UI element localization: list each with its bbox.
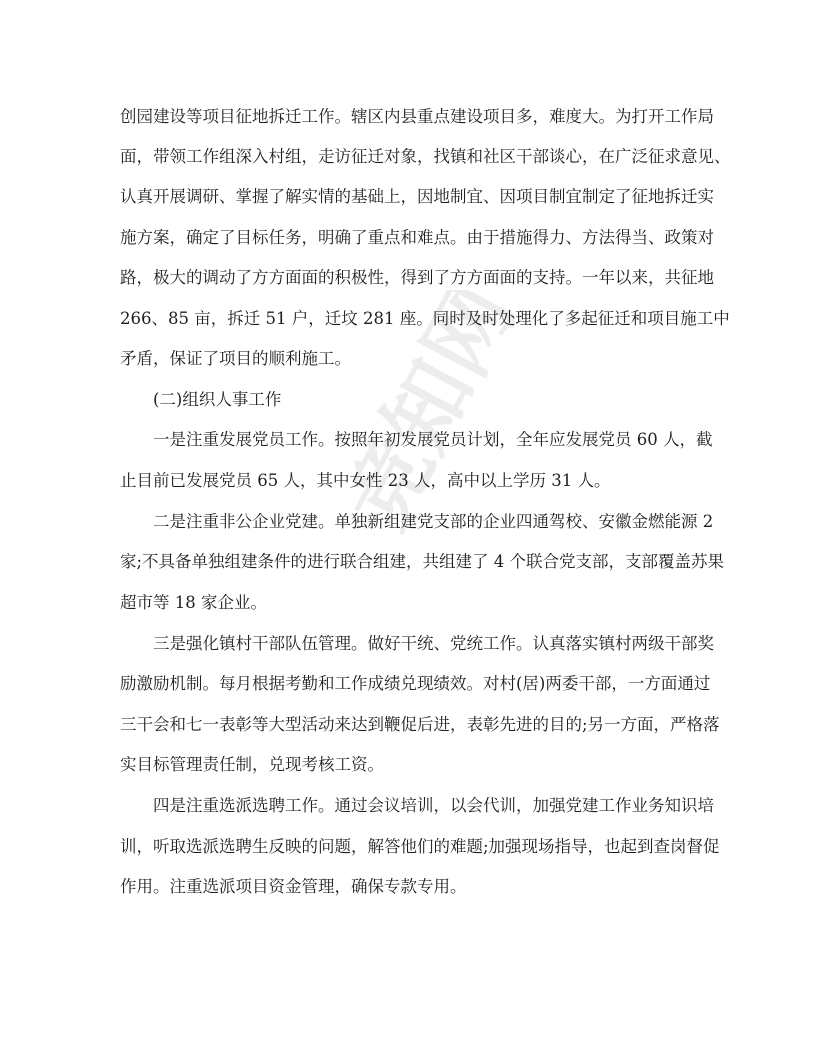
paragraph-line: 止目前已发展党员 65 人，其中女性 23 人，高中以上学历 31 人。 xyxy=(120,471,611,490)
paragraph-line: 超市等 18 家企业。 xyxy=(120,593,267,612)
paragraph-line: 三是强化镇村干部队伍管理。做好干统、党统工作。认真落实镇村两级干部奖 xyxy=(153,634,714,653)
paragraph-line: 二是注重非公企业党建。单独新组建党支部的企业四通驾校、安徽金燃能源 2 xyxy=(153,512,714,531)
paragraph-line: 创园建设等项目征地拆迁工作。辖区内县重点建设项目多，难度大。为打开工作局 xyxy=(120,107,714,126)
paragraph-line: 施方案，确定了目标任务，明确了重点和难点。由于措施得力、方法得当、政策对 xyxy=(120,228,714,247)
paragraph-line: 实目标管理责任制，兑现考核工资。 xyxy=(120,755,384,774)
paragraph-line: 一是注重发展党员工作。按照年初发展党员计划，全年应发展党员 60 人，截 xyxy=(153,430,713,449)
paragraph-line: 四是注重选派选聘工作。通过会议培训，以会代训，加强党建工作业务知识培 xyxy=(153,796,714,815)
paragraph-line: 认真开展调研、掌握了解实情的基础上，因地制宜、因项目制宜制定了征地拆迁实 xyxy=(120,187,714,206)
watermark-text: 竞知网 xyxy=(355,290,535,544)
paragraph-line: 励激励机制。每月根据考勤和工作成绩兑现绩效。对村(居)两委干部，一方面通过 xyxy=(120,674,711,693)
paragraph-line: 矛盾，保证了项目的顺利施工。 xyxy=(120,349,351,368)
paragraph-line: 训，听取选派选聘生反映的问题，解答他们的难题;加强现场指导，也起到查岗督促 xyxy=(120,837,720,856)
paragraph-line: 三干会和七一表彰等大型活动来达到鞭促后进，表彰先进的目的;另一方面，严格落 xyxy=(120,715,720,734)
paragraph-line: 家;不具备单独组建条件的进行联合组建，共组建了 4 个联合党支部，支部覆盖苏果 xyxy=(120,552,725,571)
section-heading: (二)组织人事工作 xyxy=(153,390,282,409)
paragraph-line: 作用。注重选派项目资金管理，确保专款专用。 xyxy=(120,877,467,896)
paragraph-line: 路，极大的调动了方方面面的积极性，得到了方方面面的支持。一年以来，共征地 xyxy=(120,268,714,287)
paragraph-line: 266、85 亩，拆迁 51 户，迁坟 281 座。同时及时处理化了多起征迁和项目施工中 xyxy=(120,309,730,328)
paragraph-line: 面，带领工作组深入村组，走访征迁对象，找镇和社区干部谈心，在广泛征求意见、 xyxy=(120,147,731,166)
